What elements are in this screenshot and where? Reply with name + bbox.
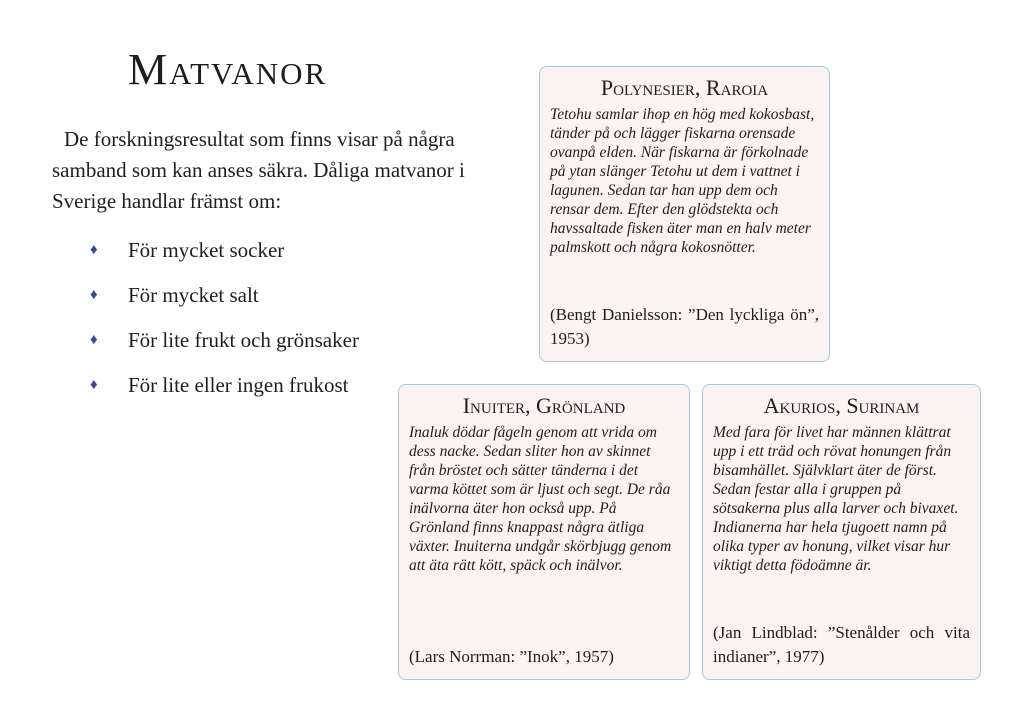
card-story: Inaluk dödar fågeln genom att vrida om dess nacke. Sedan sliter hon av skinnet från bröstet och sätter tänderna i det varma köttet som är ljust och segt. De råa inälvorna äter hon också upp. På Grönland finns knappast några ätliga växter. Inuiterna undgår skörbjugg genom att äta rätt kött, späck och inälvor. xyxy=(409,424,672,574)
list-item xyxy=(90,318,359,363)
list-item xyxy=(90,273,359,318)
bullet-list xyxy=(90,228,359,408)
card-raroia xyxy=(539,66,830,362)
diamond-icon: ♦ xyxy=(90,242,98,258)
intro-paragraph xyxy=(52,124,492,217)
card-source: (Lars Norrman: ”Inok”, 1957) xyxy=(409,647,614,666)
list-item-label: För lite frukt och grönsaker xyxy=(128,328,359,352)
diamond-icon: ♦ xyxy=(90,287,98,303)
card-gronland xyxy=(398,384,690,680)
card-story: Tetohu samlar ihop en hög med kokosbast, tänder på och lägger fiskarna orensade ovanpå elden. När fiskarna är förkolnade på ytan slänger Tetohu ut dem i vattnet i lagunen. Sedan tar han upp dem och rensar dem. Efter den glödstekta och havssaltade fisken äter man en halv meter palmskott och några kokosnötter. xyxy=(550,106,815,256)
diamond-icon: ♦ xyxy=(90,332,98,348)
card-title: Akurios, Surinam xyxy=(763,393,920,418)
list-item xyxy=(90,363,359,408)
card-source: (Bengt Danielsson: ”Den lyckliga ön”, 1953) xyxy=(550,305,819,348)
intro-text: De forskningsresultat som finns visar på några samband som kan anses säkra. Dåliga matvanor i Sverige handlar främst om: xyxy=(52,127,465,213)
card-title: Inuiter, Grönland xyxy=(462,393,626,418)
list-item-label: För lite eller ingen frukost xyxy=(128,373,349,397)
page-title: Matvanor xyxy=(128,45,328,94)
list-item-label: För mycket socker xyxy=(128,238,285,262)
diamond-icon: ♦ xyxy=(90,377,98,393)
list-item-label: För mycket salt xyxy=(128,283,259,307)
list-item xyxy=(90,228,359,273)
card-story: Med fara för livet har männen klättrat upp i ett träd och rövat honungen från bisamhället. Självklart äter de först. Sedan festar alla i gruppen på sötsakerna plus alla larver och bivaxet. Indianerna har hela tjugoett namn på olika typer av honung, vilket visar hur viktigt detta födoämne är. xyxy=(713,424,959,574)
card-surinam xyxy=(702,384,981,680)
card-title: Polynesier, Raroia xyxy=(600,75,769,100)
card-source: (Jan Lindblad: ”Stenålder och vita indianer”, 1977) xyxy=(713,623,970,666)
